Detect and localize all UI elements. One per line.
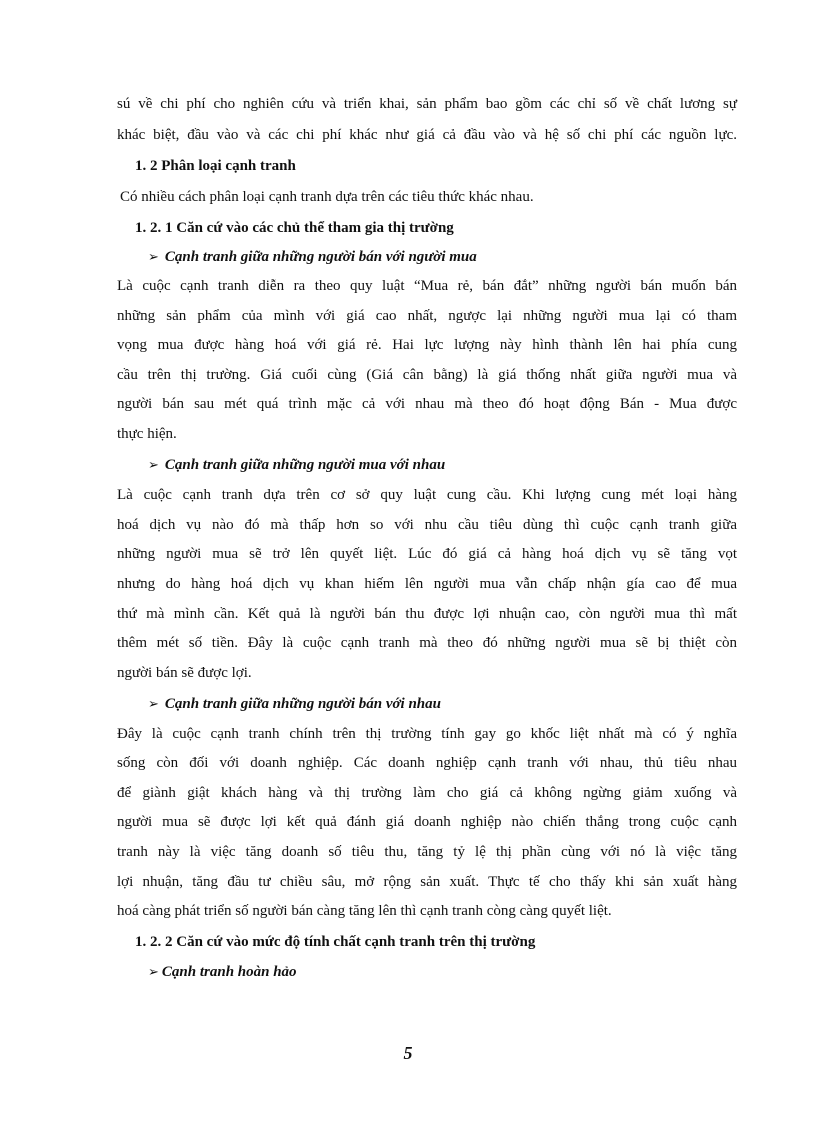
paragraph-line: sống còn đối với doanh nghiệp. Các doanh nghiệp cạnh tranh với nhau, thủ tiêu nhau [117, 755, 737, 771]
paragraph-line: thêm mét số tiền. Đây là cuộc cạnh tranh mà theo đó những người mua sẽ bị thiệt còn [117, 635, 737, 651]
arrow-bullet-icon: ➢ [148, 249, 159, 264]
paragraph-line: nhưng do hàng hoá dịch vụ khan hiếm lên người mua vẫn chấp nhận gía cao để mua [117, 576, 737, 592]
arrow-bullet-icon: ➢ [148, 696, 159, 711]
paragraph-line: những người mua sẽ trở lên quyết liệt. Lúc đó giá cả hàng hoá dịch vụ sẽ tăng vọt [117, 546, 737, 562]
paragraph-line: hoá dịch vụ nào đó mà thấp hơn so với nhu cầu tiêu dùng thì cuộc cạnh tranh giữa [117, 517, 737, 533]
paragraph-line: tranh này là việc tăng doanh số tiêu thu, tăng tỷ lệ thị phần cùng với nó là việc tăng [117, 844, 737, 860]
paragraph-line: cầu trên thị trường. Giá cuối cùng (Giá cân bằng) là giá thống nhất giữa người mua và [117, 367, 737, 383]
paragraph-line: Là cuộc cạnh tranh diễn ra theo quy luật “Mua rẻ, bán đắt” những người bán muốn bán [117, 278, 737, 294]
bullet-heading-text: Cạnh tranh hoàn hảo [161, 964, 297, 980]
paragraph-line: thực hiện. [117, 426, 177, 442]
paragraph-line: người bán sau mét quá trình mặc cả với nhau mà theo đó hoạt động Bán - Mua được [117, 396, 737, 412]
paragraph-line: Đây là cuộc cạnh tranh chính trên thị trường tính gay go khốc liệt nhất mà có ý nghĩa [117, 726, 737, 742]
paragraph-line: người bán sẽ được lợi. [117, 665, 252, 681]
paragraph-line: khác biệt, đầu vào và các chi phí khác như giá cả đầu vào và hệ số chi phí các nguồn lực. [117, 127, 737, 143]
paragraph-line: để giành giật khách hàng và thị trường làm cho giá cả không ngừng giảm xuống và [117, 785, 737, 801]
arrow-bullet-icon: ➢ [148, 964, 159, 979]
paragraph-line: vọng mua được hàng hoá với giá rẻ. Hai lực lượng này hình thành lên hai phía cung [117, 337, 737, 353]
paragraph-line: Là cuộc cạnh tranh dựa trên cơ sở quy luật cung cầu. Khi lượng cung mét loại hàng [117, 487, 737, 503]
section-heading-1-2: 1. 2 Phân loại cạnh tranh [135, 158, 296, 174]
bullet-heading [148, 962, 768, 982]
subsection-heading-1-2-2: 1. 2. 2 Căn cứ vào mức độ tính chất cạnh tranh trên thị trường [135, 934, 536, 950]
subsection-heading-1-2-1: 1. 2. 1 Căn cứ vào các chủ thể tham gia thị trường [135, 220, 454, 236]
paragraph-line: hoá càng phát triển số người bán càng tăng lên thì cạnh tranh còng càng quyết liệt. [117, 903, 612, 919]
bullet-heading [148, 247, 768, 267]
paragraph-line: thứ mà mình cần. Kết quả là người bán thu được lợi nhuận cao, còn người mua thì mất [117, 606, 737, 622]
paragraph-line: lợi nhuận, tăng đầu tư chiều sâu, mở rộng sản xuất. Thực tế cho thấy khi sản xuất hàng [117, 874, 737, 890]
bullet-heading-text: Cạnh tranh giữa những người bán với người mua [164, 249, 477, 265]
bullet-heading-text: Cạnh tranh giữa những người bán với nhau [164, 696, 441, 712]
paragraph-line: Có nhiều cách phân loại cạnh tranh dựa trên các tiêu thức khác nhau. [120, 189, 534, 205]
arrow-bullet-icon: ➢ [148, 457, 159, 472]
bullet-heading-text: Cạnh tranh giữa những người mua với nhau [164, 457, 446, 473]
paragraph-line: người mua sẽ được lợi kết quả đánh giá doanh nghiệp nào chiến thắng trong cuộc cạnh [117, 814, 737, 830]
page-number: 5 [403, 1043, 413, 1063]
bullet-heading [148, 455, 768, 475]
paragraph-line: những sản phẩm của mình với giá cao nhất, ngược lại những người mua lại có tham [117, 308, 737, 324]
paragraph-line: sú về chi phí cho nghiên cứu và triển khai, sản phẩm bao gồm các chỉ số về chất lương sự [117, 96, 737, 112]
bullet-heading [148, 694, 768, 714]
